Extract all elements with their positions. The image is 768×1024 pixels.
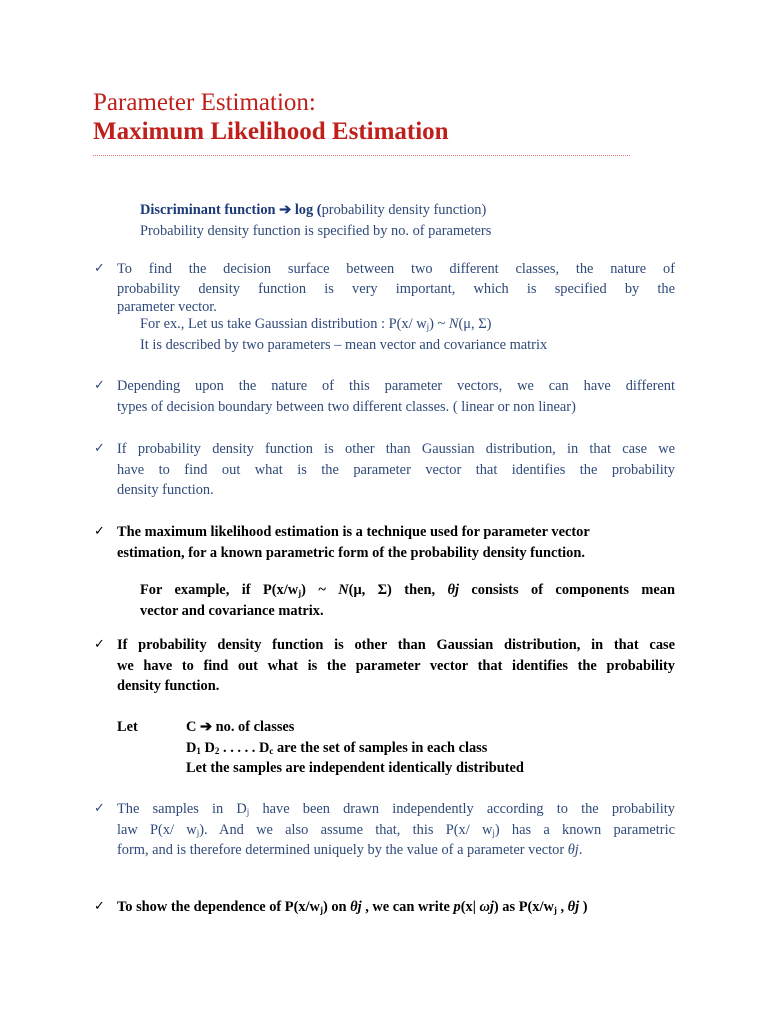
- bullet-line: we have to find out what is the parameter vector that identifies the probability: [117, 657, 675, 674]
- bullet-non-gaussian: [117, 439, 675, 501]
- samples-text: .: [578, 842, 583, 858]
- gaussian-text: For ex., Let us take Gaussian distribution : P(x/ w: [140, 316, 427, 332]
- page-title: Parameter Estimation:: [93, 89, 316, 116]
- p-symbol: p: [453, 899, 461, 915]
- let-text: D: [186, 739, 197, 756]
- check-icon: ✓: [94, 524, 105, 539]
- samples-text: ). And we also assume that, this P(x/ w: [199, 821, 493, 838]
- theta-symbol: θj: [567, 842, 579, 858]
- example-text: For example, if P(x/w: [140, 582, 299, 598]
- check-icon: ✓: [94, 801, 105, 816]
- intro-line1-rest: probability density function): [321, 202, 487, 218]
- title-divider: [93, 155, 630, 156]
- subscript: j: [298, 588, 302, 598]
- let-text: are the set of samples in each class: [273, 739, 488, 756]
- example-text: consists of components mean: [458, 582, 675, 598]
- samples-text: law P(x/ w: [117, 821, 197, 838]
- check-icon: ✓: [94, 261, 105, 276]
- let-text: no. of classes: [212, 719, 295, 735]
- subscript: 2: [214, 745, 220, 756]
- gaussian-example: [140, 314, 547, 355]
- let-text: C: [186, 719, 200, 735]
- gaussian-text: ) ~: [429, 316, 449, 332]
- example-line2: vector and covariance matrix.: [140, 602, 324, 619]
- bullet-decision-boundary: [117, 376, 675, 417]
- bullet-dependence: [117, 897, 588, 918]
- dependence-text: ) on: [322, 899, 351, 915]
- gaussian-params: (μ, Σ): [458, 316, 492, 332]
- theta-symbol: θj: [567, 899, 580, 915]
- page-subtitle: Maximum Likelihood Estimation: [93, 118, 449, 145]
- bullet-parameter-vector: [117, 635, 675, 697]
- bullet-line: To find the decision surface between two different classes, the nature of: [117, 261, 675, 277]
- bullet-line: estimation, for a known parametric form of the probability density function.: [117, 544, 585, 561]
- dependence-text: ): [579, 899, 588, 915]
- theta-symbol: θj: [447, 582, 459, 598]
- let-label: Let: [117, 719, 138, 735]
- omega-symbol: ωj: [479, 899, 494, 915]
- bullet-line: density function.: [117, 678, 220, 694]
- example-text: (μ, Σ) then,: [348, 582, 448, 598]
- let-text: D: [200, 739, 215, 756]
- example-text: ) ~: [301, 582, 339, 598]
- check-icon: ✓: [94, 899, 105, 914]
- subscript: 1: [196, 745, 201, 756]
- bullet-line: probability density function is very important, which is specified by the: [117, 280, 675, 297]
- dependence-text: To show the dependence of P(x/w: [117, 899, 320, 915]
- let-definitions: [186, 717, 524, 779]
- subscript: j: [492, 827, 495, 838]
- samples-text: have been drawn independently according to the probability: [249, 801, 675, 817]
- subscript: j: [553, 905, 557, 915]
- mle-example: [140, 580, 675, 621]
- check-icon: ✓: [94, 441, 105, 456]
- bullet-line: types of decision boundary between two different classes. ( linear or non linear): [117, 398, 576, 415]
- bullet-line: The maximum likelihood estimation is a technique used for parameter vector: [117, 524, 590, 540]
- intro-line2: Probability density function is specified by no. of parameters: [140, 222, 492, 239]
- discriminant-label: Discriminant function: [140, 202, 276, 218]
- subscript: j: [426, 322, 430, 332]
- samples-text: form, and is therefore determined uniquely by the value of a parameter vector: [117, 842, 568, 858]
- log-label: log (: [294, 202, 322, 218]
- normal-symbol: N: [338, 582, 349, 598]
- arrow-icon: ➔: [200, 719, 213, 735]
- normal-symbol: N: [448, 316, 459, 332]
- intro-block: [140, 200, 491, 241]
- dependence-text: ,: [556, 899, 568, 915]
- theta-symbol: θj: [350, 899, 362, 915]
- check-icon: ✓: [94, 637, 105, 652]
- subscript: c: [269, 745, 274, 756]
- bullet-line: density function.: [117, 482, 214, 498]
- parameters-line: It is described by two parameters – mean vector and covariance matrix: [140, 336, 548, 353]
- bullet-line: have to find out what is the parameter vector that identifies the probability: [117, 461, 675, 478]
- bullet-line: If probability density function is other than Gaussian distribution, in that case we: [117, 441, 675, 457]
- dependence-text: ) as P(x/w: [493, 899, 554, 915]
- bullet-decision-surface: [117, 259, 675, 316]
- check-icon: ✓: [94, 378, 105, 393]
- arrow-icon: ➔: [279, 202, 292, 218]
- bullet-samples-drawn: [117, 799, 675, 861]
- subscript: j: [319, 905, 323, 915]
- subscript: j: [246, 807, 250, 817]
- bullet-line: Depending upon the nature of this parameter vectors, we can have different: [117, 378, 675, 394]
- samples-text: The samples in D: [117, 801, 247, 817]
- bullet-line: If probability density function is other than Gaussian distribution, in that case: [117, 637, 675, 653]
- dependence-text: (x|: [460, 899, 480, 915]
- bullet-line: parameter vector.: [117, 298, 217, 315]
- let-line3: Let the samples are independent identically distributed: [186, 760, 524, 776]
- bullet-mle-definition: [117, 522, 675, 563]
- samples-text: ) has a known parametric: [494, 821, 675, 838]
- let-text: . . . . . D: [219, 739, 270, 756]
- dependence-text: , we can write: [361, 899, 454, 915]
- subscript: j: [196, 827, 200, 838]
